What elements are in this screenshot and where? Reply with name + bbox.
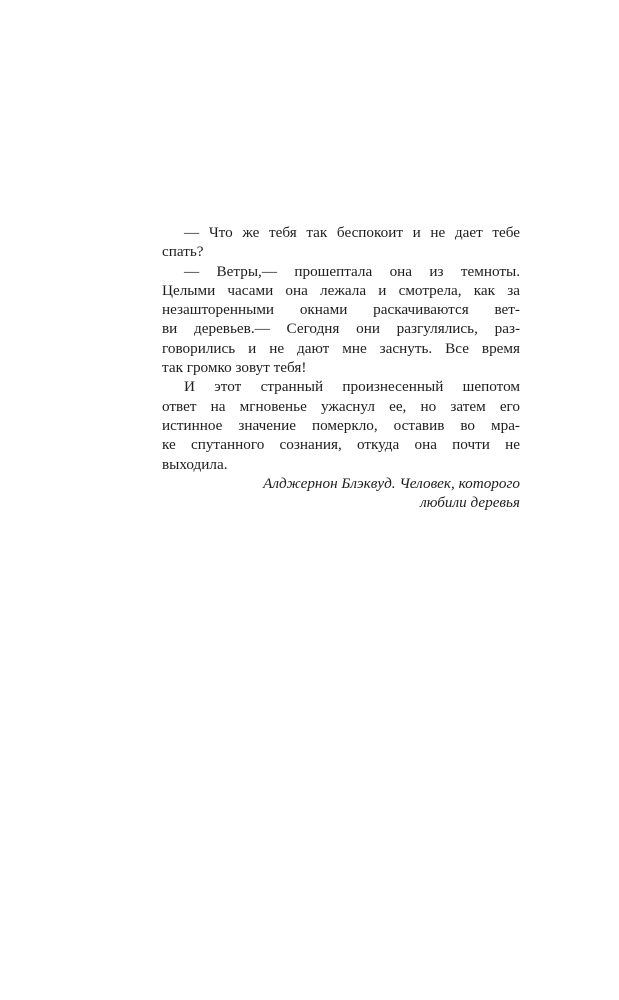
epigraph-attribution	[162, 474, 520, 513]
text-line: ке спутанного сознания, откуда она почти не	[162, 436, 520, 454]
text-line: — Что же тебя так беспокоит и не дает тебе	[184, 224, 520, 241]
text-line: ви деревьев.— Сегодня они разгулялись, раз-	[162, 320, 520, 338]
attribution-title-end: любили деревья	[420, 494, 520, 512]
text-line: спать?	[162, 243, 204, 261]
text-line: незашторенными окнами раскачиваются вет-	[162, 301, 520, 319]
text-line: — Ветры,— прошептала она из темноты.	[184, 262, 520, 280]
paragraph-question	[162, 223, 520, 262]
text-line: так громко зовут тебя!	[162, 359, 307, 377]
text-line: И этот странный произнесенный шепотом	[184, 378, 520, 396]
text-line: говорились и не дают мне заснуть. Все время	[162, 339, 520, 357]
text-line: выходила.	[162, 455, 228, 473]
text-line: ответ на мгновенье ужаснул ее, но затем его	[162, 397, 520, 415]
paragraph-narration	[162, 377, 520, 473]
text-line: Целыми часами она лежала и смотрела, как за	[162, 281, 520, 299]
text-line: истинное значение померкло, оставив во мра-	[162, 416, 520, 434]
paragraph-answer	[162, 262, 520, 378]
attribution-author-title: Алджернон Блэквуд. Человек, которого	[263, 474, 520, 492]
epigraph-block	[162, 223, 520, 512]
